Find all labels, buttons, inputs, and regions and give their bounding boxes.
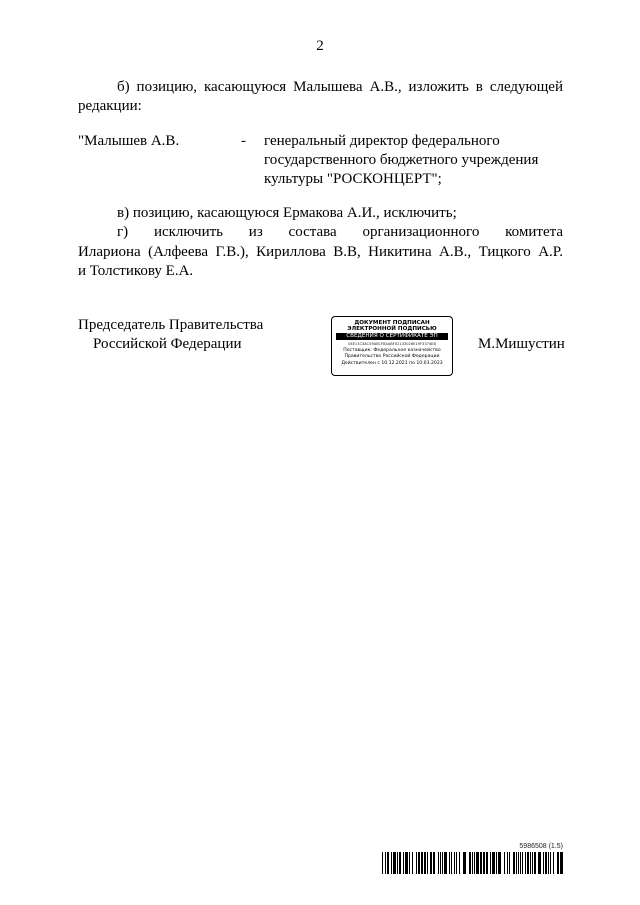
barcode-bar <box>498 852 501 874</box>
barcode-bar <box>516 852 517 874</box>
paragraph-b-line2: редакции: <box>78 98 142 114</box>
barcode-bar <box>469 852 471 874</box>
stamp-validity: Действителен с 10.12.2021 по 10.03.2023 <box>341 361 443 366</box>
barcode-bar <box>440 852 441 874</box>
entry-desc-line3: культуры "РОСКОНЦЕРТ"; <box>264 171 442 187</box>
barcode-bar <box>456 852 457 874</box>
barcode-bar <box>438 852 439 874</box>
barcode-bar <box>560 852 563 874</box>
barcode-bar <box>509 852 510 874</box>
e-signature-stamp <box>331 316 453 376</box>
barcode-bar <box>424 852 426 874</box>
barcode-bar <box>486 852 488 874</box>
paragraph-v: в) позицию, касающуюся Ермакова А.И., исключить; <box>117 205 457 221</box>
barcode-bar <box>548 852 549 874</box>
barcode-bar <box>496 852 497 874</box>
barcode-bar <box>520 852 521 874</box>
barcode-bar <box>433 852 435 874</box>
barcode <box>382 852 564 874</box>
entry-dash: - <box>241 133 246 149</box>
barcode-bar <box>430 852 432 874</box>
stamp-serial: 04E11C3AC59A8CFB4ABF02133026E19F3374EB <box>348 342 436 346</box>
barcode-bar <box>525 852 526 874</box>
stamp-line1: ДОКУМЕНТ ПОДПИСАН <box>354 320 430 326</box>
page-number: 2 <box>316 38 324 54</box>
barcode-bar <box>393 852 396 874</box>
barcode-bar <box>382 852 383 874</box>
barcode-bar <box>543 852 544 874</box>
barcode-bar <box>403 852 404 874</box>
barcode-bar <box>399 852 401 874</box>
paragraph-g-line1: г) исключить из состава организационного комитета <box>117 224 563 240</box>
barcode-bar <box>421 852 423 874</box>
entry-name: "Малышев А.В. <box>78 133 180 149</box>
signer-title-line2: Российской Федерации <box>93 336 242 352</box>
barcode-bar <box>557 852 559 874</box>
barcode-bar <box>480 852 482 874</box>
barcode-bar <box>463 852 466 874</box>
barcode-bar <box>522 852 523 874</box>
barcode-bar <box>545 852 547 874</box>
barcode-bar <box>474 852 475 874</box>
barcode-bar <box>449 852 450 874</box>
barcode-bar <box>527 852 529 874</box>
barcode-bar <box>492 852 495 874</box>
barcode-bar <box>518 852 519 874</box>
barcode-bar <box>418 852 420 874</box>
barcode-bar <box>416 852 417 874</box>
stamp-issuer-line1: Поставщик: Федеральное казначейство <box>343 348 441 353</box>
barcode-bar <box>504 852 505 874</box>
barcode-bar <box>442 852 443 874</box>
paragraph-g-line2: Илариона (Алфеева Г.В.), Кириллова В.В, Никитина А.В., Тицкого А.Р. <box>78 244 563 260</box>
entry-desc-line2: государственного бюджетного учреждения <box>264 152 539 168</box>
barcode-bar <box>538 852 541 874</box>
barcode-bar <box>412 852 413 874</box>
barcode-bar <box>405 852 408 874</box>
barcode-bar <box>454 852 455 874</box>
stamp-issuer-line2: Правительство Российской Федерации <box>344 354 440 359</box>
barcode-bar <box>476 852 479 874</box>
barcode-bar <box>550 852 551 874</box>
paragraph-g-line3: и Толстикову Е.А. <box>78 263 194 279</box>
entry-desc-line1: генеральный директор федерального <box>264 133 500 149</box>
paragraph-b-line1: б) позицию, касающуюся Малышева А.В., изложить в следующей <box>117 79 563 95</box>
barcode-bar <box>507 852 508 874</box>
barcode-bar <box>472 852 473 874</box>
signer-title-line1: Председатель Правительства <box>78 317 264 333</box>
barcode-bar <box>490 852 491 874</box>
barcode-bar <box>534 852 536 874</box>
barcode-bar <box>513 852 515 874</box>
barcode-bar <box>427 852 428 874</box>
barcode-bar <box>530 852 531 874</box>
barcode-bar <box>553 852 554 874</box>
stamp-line2: ЭЛЕКТРОННОЙ ПОДПИСЬЮ <box>347 326 437 332</box>
stamp-certificate-bar: СВЕДЕНИЯ О СЕРТИФИКАТЕ ЭП <box>336 333 448 340</box>
barcode-bar <box>387 852 389 874</box>
barcode-bar <box>391 852 392 874</box>
barcode-bar <box>444 852 447 874</box>
barcode-bar <box>385 852 386 874</box>
barcode-number: 5986508 (1.5) <box>519 843 563 850</box>
barcode-bar <box>459 852 460 874</box>
signer-name: М.Мишустин <box>478 336 565 352</box>
barcode-bar <box>483 852 485 874</box>
barcode-bar <box>451 852 452 874</box>
barcode-bar <box>532 852 533 874</box>
barcode-bar <box>409 852 410 874</box>
barcode-bar <box>397 852 398 874</box>
